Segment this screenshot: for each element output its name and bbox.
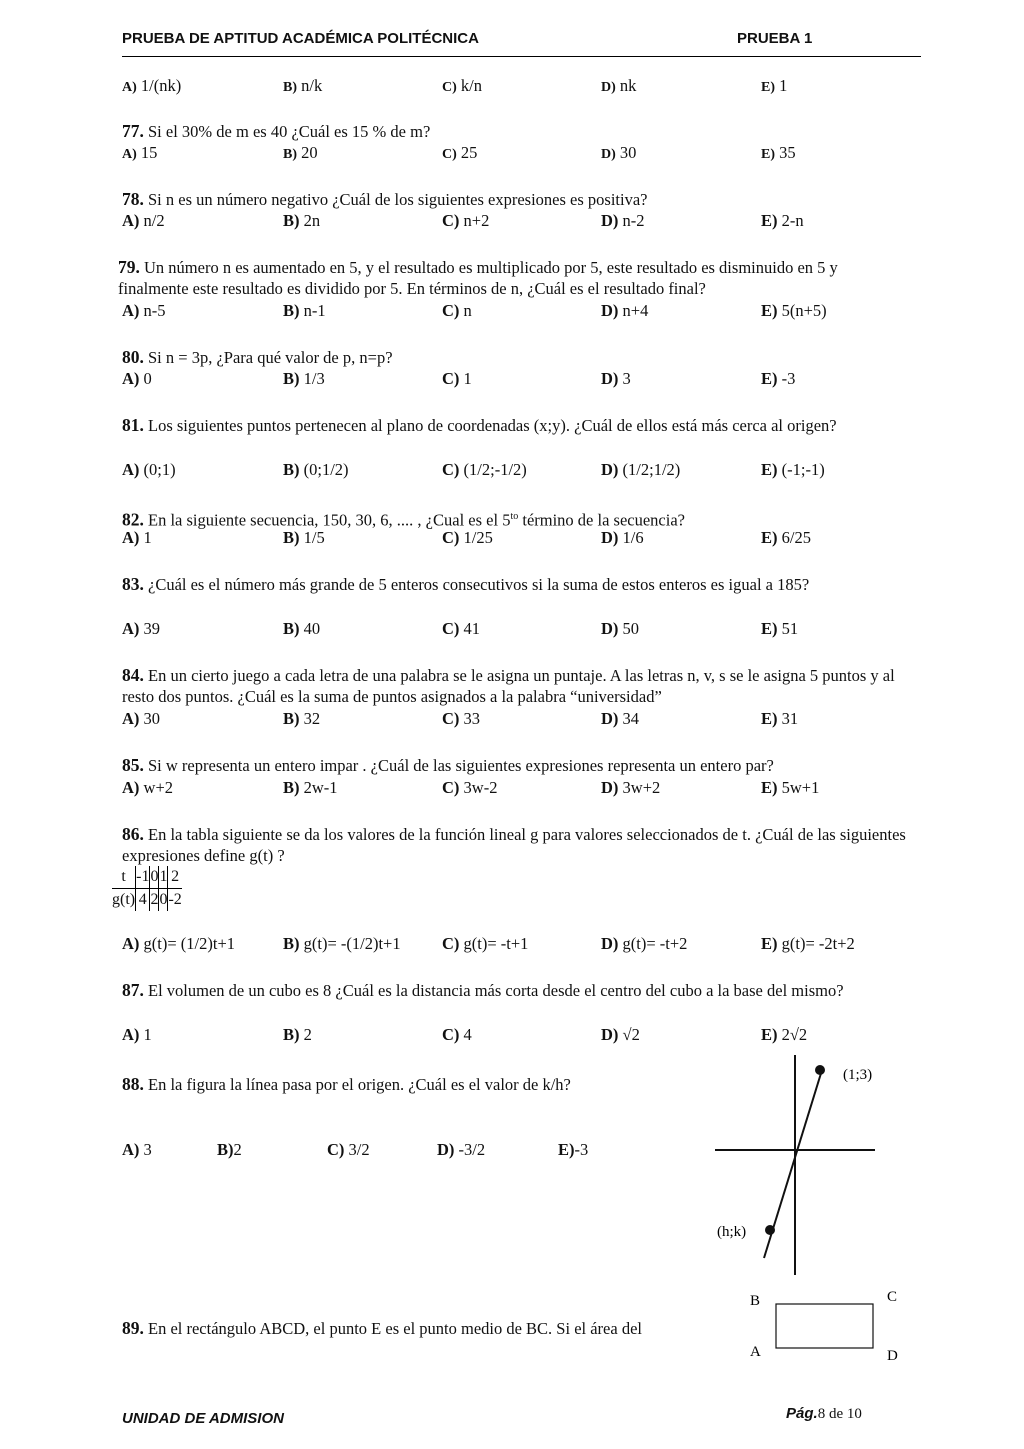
q82-option-d: D) 1/6 (601, 528, 644, 547)
q82-question (122, 506, 907, 531)
point-top-label: (1;3) (843, 1067, 873, 1083)
q85-number: 85. (122, 755, 144, 775)
label-d: D (887, 1348, 898, 1364)
q78-option-d: D) n-2 (601, 211, 645, 230)
q88-option-c: C) 3/2 (327, 1140, 370, 1159)
q86-question (122, 824, 907, 866)
q80-question (122, 347, 907, 368)
q83-option-b: B) 40 (283, 619, 321, 638)
q77-option-b: B) 20 (283, 143, 318, 162)
q88-question (122, 1074, 682, 1095)
q82-text-a: En la siguiente secuencia, 150, 30, 6, .... , ¿Cual es el 5 (148, 510, 511, 530)
q81-options (122, 460, 907, 482)
table-row-g (112, 889, 182, 912)
q85-question (122, 755, 907, 776)
test-label: PRUEBA 1 (737, 30, 813, 47)
q79-options (122, 301, 907, 323)
point-top (815, 1065, 825, 1075)
page-number (786, 1405, 862, 1423)
q88-option-e: E)-3 (558, 1140, 589, 1159)
q81-option-d: D) (1/2;1/2) (601, 460, 681, 479)
q81-option-c: C) (1/2;-1/2) (442, 460, 527, 479)
q77-option-a: A) 15 (122, 143, 158, 162)
q87-text: El volumen de un cubo es 8 ¿Cuál es la distancia más corta desde el centro del cubo a la base del mismo? (148, 981, 844, 1000)
q77-question (122, 121, 907, 142)
q82-number: 82. (122, 509, 144, 530)
q78-question (122, 189, 907, 210)
q83-question (122, 574, 907, 595)
q86-option-c: C) g(t)= -t+1 (442, 934, 529, 953)
q84-text: En un cierto juego a cada letra de una palabra se le asigna un puntaje. A las letras n, v, s se le asigna 5 puntos y al resto dos puntos. ¿Cuál es la suma de puntos asignados a la palabra “universidad” (122, 666, 895, 706)
rectangle-abcd (776, 1304, 873, 1348)
label-b: B (750, 1293, 761, 1309)
q78-option-a: A) n/2 (122, 211, 165, 230)
q81-question (122, 415, 907, 436)
q85-text: Si w representa un entero impar . ¿Cuál de las siguientes expresiones representa un entero par? (148, 756, 774, 775)
q89-figure (740, 1285, 910, 1365)
q80-text: Si n = 3p, ¿Para qué valor de p, n=p? (148, 348, 393, 367)
q78-text: Si n es un número negativo ¿Cuál de los siguientes expresiones es positiva? (148, 190, 648, 209)
q84-option-a: A) 30 (122, 709, 161, 728)
q76-option-d: D) nk (601, 76, 637, 95)
q78-option-e: E) 2-n (761, 211, 804, 230)
q77-option-e: E) 35 (761, 143, 796, 162)
q84-option-d: D) 34 (601, 709, 640, 728)
table-cell: 0 (150, 866, 159, 889)
q87-option-d: D) √2 (601, 1025, 640, 1044)
q88-number: 88. (122, 1074, 144, 1094)
point-bottom-label: (h;k) (717, 1224, 747, 1240)
q81-option-b: B) (0;1/2) (283, 460, 349, 479)
footer-unit: UNIDAD DE ADMISION (122, 1410, 284, 1427)
q87-option-b: B) 2 (283, 1025, 312, 1044)
page-text: 8 de 10 (817, 1406, 862, 1422)
q81-number: 81. (122, 415, 144, 435)
q85-option-c: C) 3w-2 (442, 778, 498, 797)
q82-superscript: to (510, 511, 519, 522)
q82-option-c: C) 1/25 (442, 528, 493, 547)
q81-option-a: A) (0;1) (122, 460, 176, 479)
q83-option-e: E) 51 (761, 619, 799, 638)
q89-question (122, 1318, 742, 1339)
q77-text: Si el 30% de m es 40 ¿Cuál es 15 % de m? (148, 122, 431, 141)
q85-options (122, 778, 907, 800)
q77-option-c: C) 25 (442, 143, 478, 162)
q86-number: 86. (122, 824, 144, 844)
q80-option-b: B) 1/3 (283, 369, 325, 388)
q79-question (118, 257, 908, 299)
q84-option-b: B) 32 (283, 709, 321, 728)
table-cell: t (112, 866, 136, 889)
page-label: Pág. (786, 1405, 818, 1422)
q83-option-c: C) 41 (442, 619, 481, 638)
q88-text: En la figura la línea pasa por el origen. ¿Cuál es el valor de k/h? (148, 1075, 571, 1094)
q82-option-e: E) 6/25 (761, 528, 811, 547)
q80-option-d: D) 3 (601, 369, 631, 388)
q81-option-e: E) (-1;-1) (761, 460, 825, 479)
q79-text: Un número n es aumentado en 5, y el resultado es multiplicado por 5, este resultado es disminuido en 5 y finalmente este resultado es dividido por 5. En términos de n, ¿Cuál es el resultado final? (118, 258, 838, 298)
q82-text-b: término de la secuencia? (518, 510, 685, 530)
q83-option-d: D) 50 (601, 619, 640, 638)
q88-option-b: B)2 (217, 1140, 242, 1159)
q82-options (122, 528, 907, 550)
g-values-table (112, 866, 182, 911)
q76-option-e: E) 1 (761, 76, 788, 95)
q79-number: 79. (118, 257, 140, 277)
table-cell: 4 (136, 889, 150, 912)
table-row-t (112, 866, 182, 889)
table-cell: 0 (159, 889, 168, 912)
q88-option-d: D) -3/2 (437, 1140, 486, 1159)
q86-option-b: B) g(t)= -(1/2)t+1 (283, 934, 401, 953)
q84-options (122, 709, 907, 731)
q80-option-e: E) -3 (761, 369, 796, 388)
q80-options (122, 369, 907, 391)
table-cell: 2 (168, 866, 182, 889)
q82-option-a: A) 1 (122, 528, 152, 547)
exam-title: PRUEBA DE APTITUD ACADÉMICA POLITÉCNICA (122, 30, 479, 47)
label-a: A (750, 1344, 761, 1360)
q86-option-a: A) g(t)= (1/2)t+1 (122, 934, 236, 953)
q80-option-c: C) 1 (442, 369, 472, 388)
q88-option-a: A) 3 (122, 1140, 152, 1159)
q81-text: Los siguientes puntos pertenecen al plano de coordenadas (x;y). ¿Cuál de ellos está más cerca al origen? (148, 416, 837, 435)
q84-option-e: E) 31 (761, 709, 799, 728)
q76-options (122, 76, 907, 98)
table-cell: 1 (159, 866, 168, 889)
q86-options (122, 934, 907, 956)
q79-option-e: E) 5(n+5) (761, 301, 827, 320)
q85-option-e: E) 5w+1 (761, 778, 820, 797)
q87-question (122, 980, 907, 1001)
q83-text: ¿Cuál es el número más grande de 5 enteros consecutivos si la suma de estos enteros es igual a 185? (148, 575, 810, 594)
q77-option-d: D) 30 (601, 143, 637, 162)
q79-option-d: D) n+4 (601, 301, 649, 320)
q87-options (122, 1025, 907, 1047)
q79-option-b: B) n-1 (283, 301, 326, 320)
q86-option-e: E) g(t)= -2t+2 (761, 934, 855, 953)
q78-option-c: C) n+2 (442, 211, 490, 230)
q83-option-a: A) 39 (122, 619, 161, 638)
q83-options (122, 619, 907, 641)
q87-number: 87. (122, 980, 144, 1000)
q80-option-a: A) 0 (122, 369, 152, 388)
q86-text: En la tabla siguiente se da los valores de la función lineal g para valores seleccionados de t. ¿Cuál de las siguientes expresiones define g(t) ? (122, 825, 906, 865)
q76-option-c: C) k/n (442, 76, 482, 95)
q79-option-a: A) n-5 (122, 301, 166, 320)
q78-option-b: B) 2n (283, 211, 321, 230)
q85-option-a: A) w+2 (122, 778, 174, 797)
q85-option-d: D) 3w+2 (601, 778, 661, 797)
q78-options (122, 211, 907, 233)
table-cell: 2 (150, 889, 159, 912)
q84-question (122, 665, 907, 707)
q78-number: 78. (122, 189, 144, 209)
q77-number: 77. (122, 121, 144, 141)
page-header (122, 30, 921, 57)
q84-number: 84. (122, 665, 144, 685)
q87-option-c: C) 4 (442, 1025, 472, 1044)
point-bottom (765, 1225, 775, 1235)
q79-option-c: C) n (442, 301, 472, 320)
q77-options (122, 143, 907, 165)
q89-number: 89. (122, 1318, 144, 1338)
q87-option-a: A) 1 (122, 1025, 152, 1044)
table-cell: -2 (168, 889, 182, 912)
q84-option-c: C) 33 (442, 709, 481, 728)
q86-option-d: D) g(t)= -t+2 (601, 934, 688, 953)
q82-option-b: B) 1/5 (283, 528, 325, 547)
table-cell: g(t) (112, 891, 136, 908)
q83-number: 83. (122, 574, 144, 594)
q85-option-b: B) 2w-1 (283, 778, 338, 797)
q89-text: En el rectángulo ABCD, el punto E es el punto medio de BC. Si el área del (148, 1319, 642, 1338)
label-c: C (887, 1289, 898, 1305)
q76-option-b: B) n/k (283, 76, 323, 95)
q80-number: 80. (122, 347, 144, 367)
table-cell: -1 (136, 866, 150, 889)
q76-option-a: A) 1/(nk) (122, 76, 182, 95)
q87-option-e: E) 2√2 (761, 1025, 808, 1044)
q88-figure (700, 1050, 900, 1285)
